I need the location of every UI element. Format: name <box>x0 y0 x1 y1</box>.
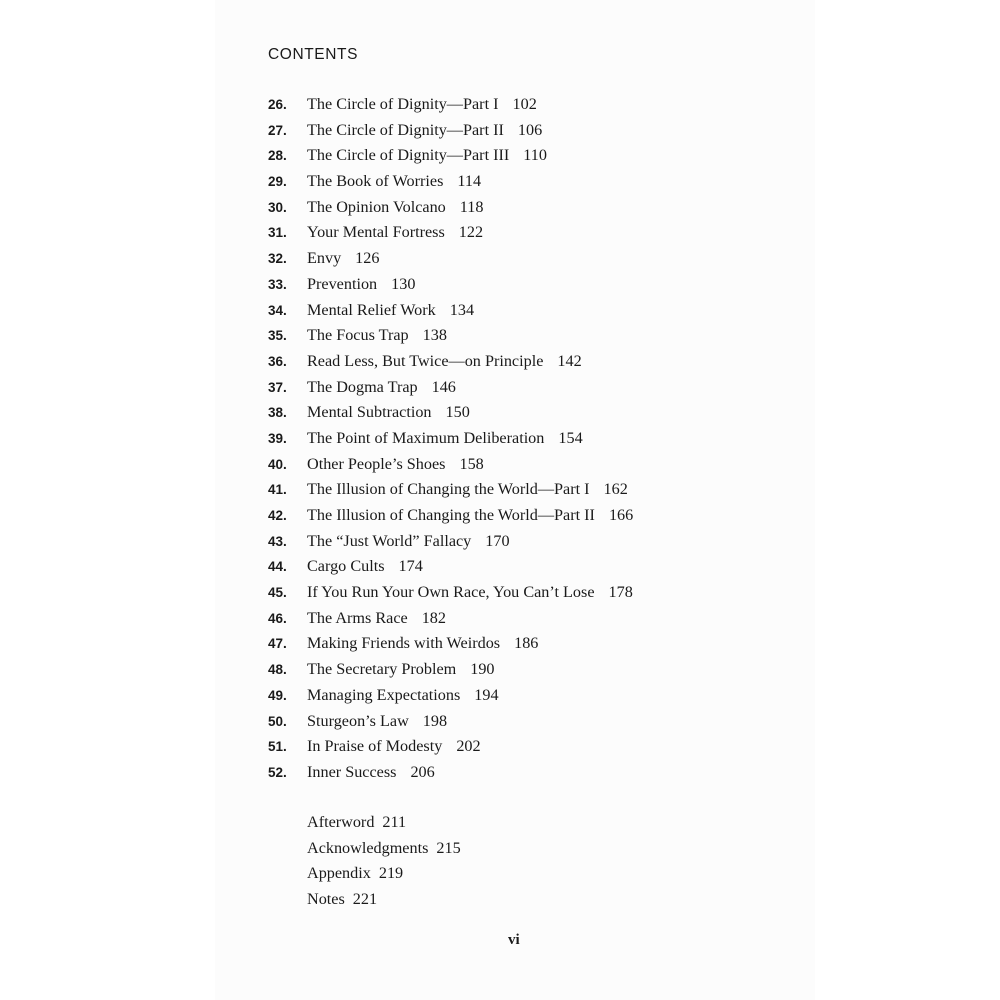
chapter-number: 45. <box>268 585 287 601</box>
chapter-page-number: 198 <box>422 711 448 730</box>
chapter-page-number: 174 <box>398 557 423 576</box>
chapter-page-number: 106 <box>517 120 543 139</box>
chapter-number: 47. <box>268 636 287 652</box>
chapter-entry <box>268 760 633 786</box>
chapter-title: The Focus Trap <box>307 326 409 345</box>
chapter-page-number: 206 <box>410 762 435 781</box>
page-folio: vi <box>508 932 520 948</box>
chapter-entry <box>268 246 633 272</box>
chapter-title: Mental Subtraction <box>307 403 432 422</box>
chapter-title: Other People’s Shoes <box>307 454 446 473</box>
chapter-title: Prevention <box>307 274 378 293</box>
chapter-title: Mental Relief Work <box>307 300 436 319</box>
chapter-title: Inner Success <box>307 762 397 781</box>
chapter-title: The Circle of Dignity—Part I <box>307 95 499 113</box>
chapter-number: 46. <box>268 610 287 626</box>
back-matter-page-number: 215 <box>436 838 461 857</box>
chapter-title: If You Run Your Own Race, You Can’t Lose <box>307 583 595 602</box>
back-matter-entry <box>307 810 461 836</box>
chapter-number: 41. <box>268 482 287 498</box>
chapter-page-number: 150 <box>445 403 470 422</box>
chapter-number: 43. <box>268 533 287 549</box>
chapter-entry <box>268 220 633 246</box>
chapter-page-number: 110 <box>523 146 547 165</box>
back-matter-entry <box>307 861 461 887</box>
back-matter-page-number: 211 <box>382 813 407 831</box>
chapter-number: 52. <box>268 764 287 780</box>
chapter-number: 32. <box>268 251 287 267</box>
chapter-page-number: 130 <box>391 274 416 293</box>
chapter-entry <box>268 143 633 169</box>
chapter-page-number: 158 <box>459 454 484 473</box>
chapter-number: 35. <box>268 328 287 344</box>
chapter-entry <box>268 580 633 606</box>
back-matter-title: Afterword <box>307 813 375 831</box>
chapter-number: 44. <box>268 559 287 575</box>
chapter-page-number: 178 <box>608 583 633 602</box>
chapter-number: 48. <box>268 662 287 678</box>
chapter-title: Cargo Cults <box>307 557 385 576</box>
chapter-page-number: 138 <box>422 326 447 345</box>
chapter-entry <box>268 400 633 426</box>
chapter-page-number: 190 <box>470 660 495 679</box>
chapter-entry <box>268 657 633 683</box>
back-matter-entry <box>307 836 461 862</box>
chapter-title: The Point of Maximum Deliberation <box>307 428 545 447</box>
chapter-title: The Circle of Dignity—Part II <box>307 120 504 139</box>
chapter-entry <box>268 452 633 478</box>
back-matter-list <box>307 810 461 913</box>
back-matter-title: Notes <box>307 890 345 909</box>
chapter-number: 38. <box>268 405 287 421</box>
chapter-entry <box>268 554 633 580</box>
chapter-page-number: 186 <box>514 634 539 653</box>
chapter-title: Managing Expectations <box>307 685 461 704</box>
chapter-page-number: 134 <box>449 300 475 319</box>
chapter-number: 27. <box>268 122 287 138</box>
chapter-page-number: 114 <box>457 172 482 191</box>
chapter-title: The Illusion of Changing the World—Part I <box>307 480 590 499</box>
back-matter-entry <box>307 887 461 913</box>
chapter-entry <box>268 349 633 375</box>
chapter-entry <box>268 529 633 555</box>
chapter-entry <box>268 298 633 324</box>
chapter-entry <box>268 323 633 349</box>
chapter-title: Your Mental Fortress <box>307 223 445 242</box>
chapter-number: 26. <box>268 97 287 112</box>
chapter-number: 39. <box>268 430 287 446</box>
chapter-entry <box>268 375 633 401</box>
chapter-page-number: 162 <box>603 480 628 499</box>
chapter-title: The Opinion Volcano <box>307 197 446 216</box>
chapter-entry <box>268 195 633 221</box>
chapter-list <box>268 92 633 786</box>
chapter-number: 34. <box>268 302 287 318</box>
contents-heading: CONTENTS <box>268 46 359 63</box>
chapter-entry <box>268 631 633 657</box>
chapter-page-number: 122 <box>458 223 484 242</box>
chapter-page-number: 166 <box>608 506 634 524</box>
chapter-number: 30. <box>268 199 287 215</box>
chapter-number: 29. <box>268 174 287 190</box>
chapter-title: Sturgeon’s Law <box>307 711 409 730</box>
chapter-entry <box>268 709 633 735</box>
chapter-page-number: 126 <box>355 249 380 268</box>
back-matter-page-number: 219 <box>378 864 404 883</box>
chapter-page-number: 142 <box>557 351 582 370</box>
chapter-entry <box>268 734 633 760</box>
chapter-entry <box>268 503 633 529</box>
chapter-title: The Dogma Trap <box>307 377 418 396</box>
chapter-number: 49. <box>268 687 287 703</box>
back-matter-page-number: 221 <box>352 890 378 909</box>
chapter-number: 50. <box>268 713 287 729</box>
chapter-number: 51. <box>268 739 287 755</box>
chapter-number: 40. <box>268 456 287 472</box>
chapter-number: 42. <box>268 508 287 523</box>
chapter-title: Read Less, But Twice—on Principle <box>307 351 544 370</box>
chapter-title: Envy <box>307 249 342 268</box>
chapter-title: The Circle of Dignity—Part III <box>307 146 510 165</box>
chapter-page-number: 118 <box>459 197 484 216</box>
chapter-entry <box>268 606 633 632</box>
chapter-page-number: 146 <box>431 377 456 396</box>
chapter-page-number: 154 <box>558 428 583 447</box>
chapter-number: 37. <box>268 379 287 395</box>
chapter-number: 33. <box>268 276 287 292</box>
chapter-page-number: 102 <box>512 95 537 113</box>
chapter-number: 31. <box>268 225 287 241</box>
chapter-title: The Secretary Problem <box>307 660 457 679</box>
chapter-entry <box>268 92 633 118</box>
chapter-entry <box>268 477 633 503</box>
back-matter-title: Appendix <box>307 864 371 883</box>
chapter-number: 28. <box>268 148 287 164</box>
chapter-page-number: 194 <box>474 685 499 704</box>
chapter-title: The Book of Worries <box>307 172 444 191</box>
chapter-page-number: 202 <box>456 737 481 756</box>
chapter-entry <box>268 426 633 452</box>
back-matter-title: Acknowledgments <box>307 838 429 857</box>
chapter-title: In Praise of Modesty <box>307 737 443 756</box>
chapter-title: Making Friends with Weirdos <box>307 634 501 653</box>
chapter-page-number: 182 <box>421 608 446 627</box>
chapter-title: The “Just World” Fallacy <box>307 531 472 550</box>
chapter-page-number: 170 <box>485 531 510 550</box>
chapter-entry <box>268 272 633 298</box>
chapter-entry <box>268 118 633 144</box>
chapter-number: 36. <box>268 353 287 369</box>
chapter-title: The Illusion of Changing the World—Part II <box>307 506 595 524</box>
chapter-title: The Arms Race <box>307 608 408 627</box>
chapter-entry <box>268 169 633 195</box>
chapter-entry <box>268 683 633 709</box>
